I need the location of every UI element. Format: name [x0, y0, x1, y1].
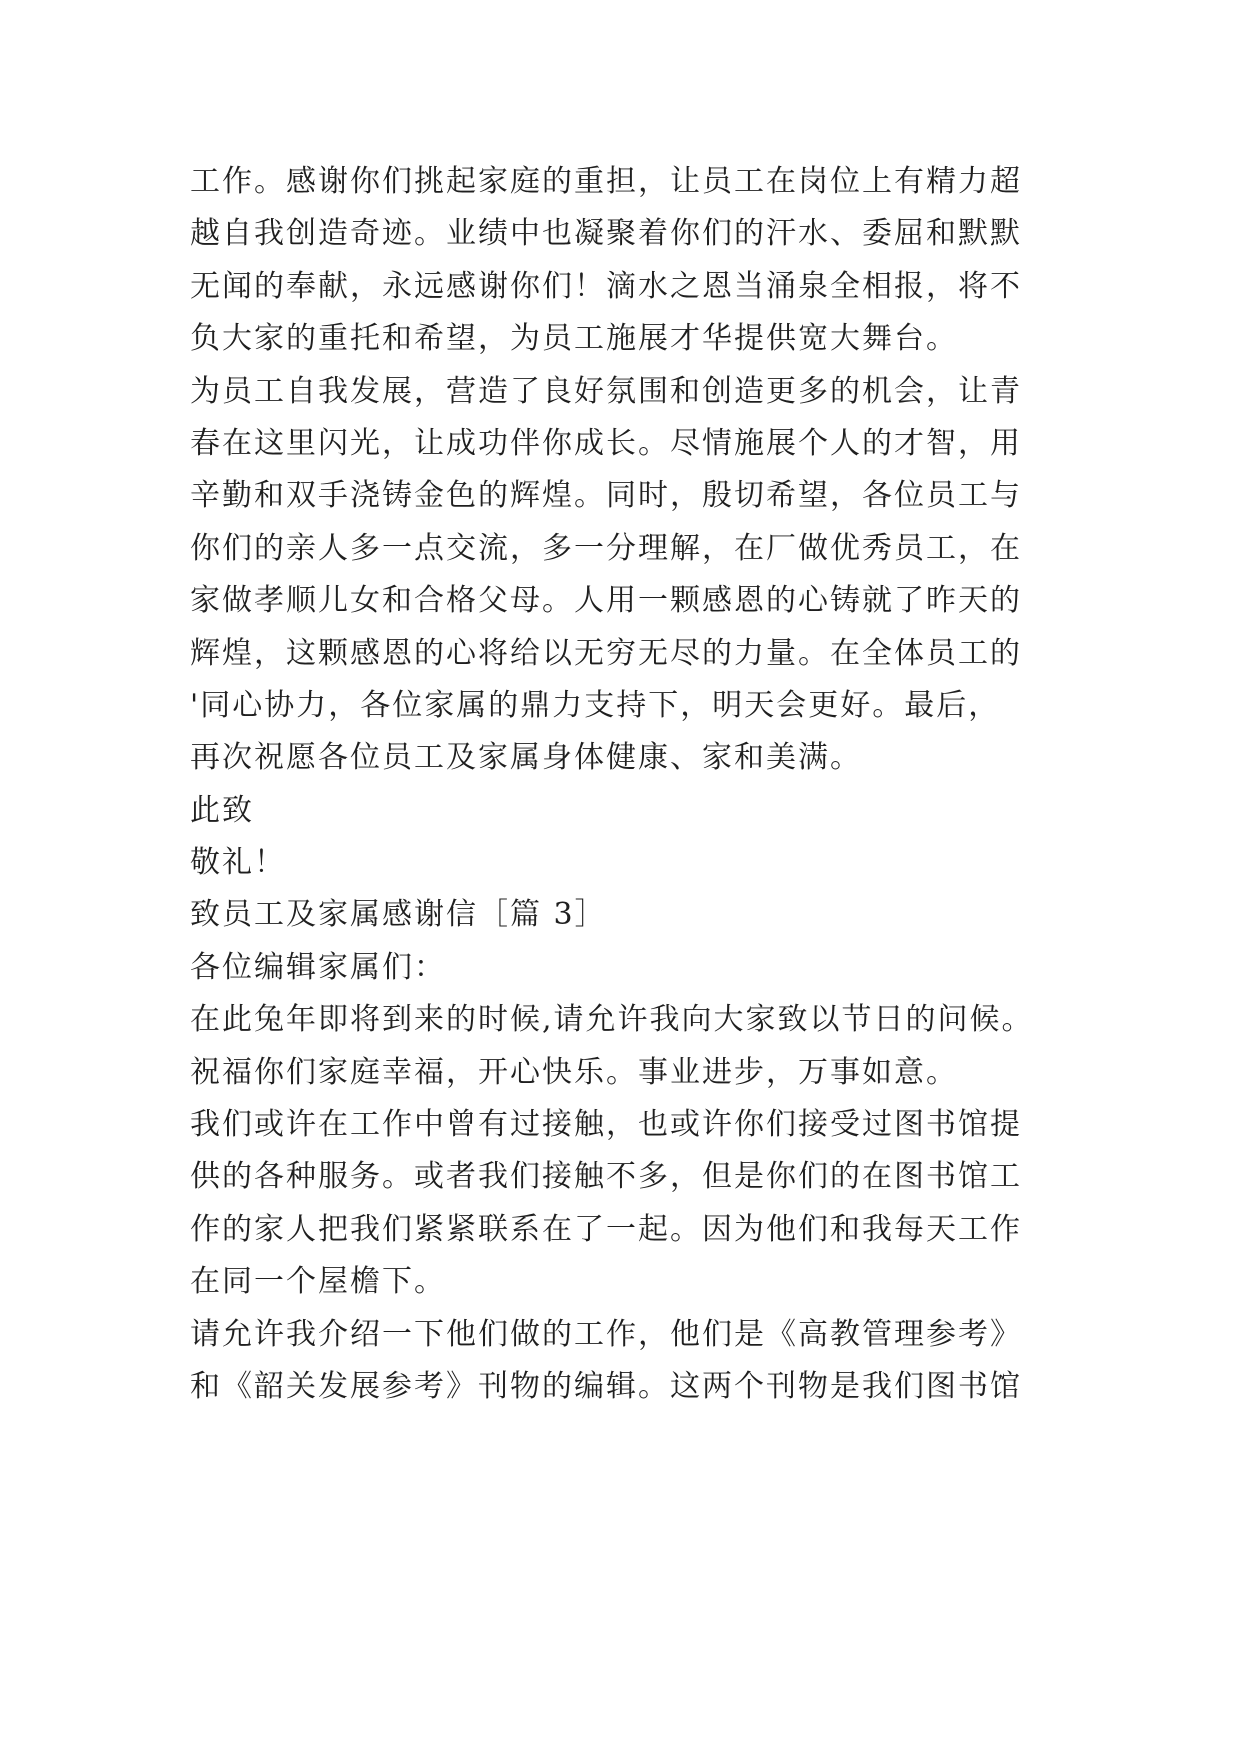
- text-line: 在此兔年即将到来的时候,请允许我向大家致以节日的问候。: [190, 1002, 1034, 1038]
- closing-line: 敬礼！: [190, 845, 286, 881]
- text-line: 为员工自我发展，营造了良好氛围和创造更多的机会，让青: [190, 373, 1022, 409]
- text-line: 再次祝愿各位员工及家属身体健康、家和美满。: [190, 740, 862, 776]
- text-line: '同心协力，各位家属的鼎力支持下，明天会更好。最后，: [190, 687, 1001, 723]
- text-line: 无闻的奉献，永远感谢你们！滴水之恩当涌泉全相报，将不: [190, 268, 1022, 304]
- text-line: 供的各种服务。或者我们接触不多，但是你们的在图书馆工: [190, 1159, 1022, 1195]
- text-line: 家做孝顺儿女和合格父母。人用一颗感恩的心铸就了昨天的: [190, 583, 1022, 619]
- text-line: 我们或许在工作中曾有过接触，也或许你们接受过图书馆提: [190, 1107, 1022, 1143]
- document-body: [190, 156, 1090, 1413]
- text-line: 辛勤和双手浇铸金色的辉煌。同时，殷切希望，各位员工与: [190, 478, 1022, 514]
- text-line: 和《韶关发展参考》刊物的编辑。这两个刊物是我们图书馆: [190, 1368, 1022, 1404]
- text-line: 你们的亲人多一点交流，多一分理解，在厂做优秀员工，在: [190, 530, 1022, 566]
- text-line: 负大家的重托和希望，为员工施展才华提供宽大舞台。: [190, 321, 958, 357]
- closing-line: 此致: [190, 792, 254, 828]
- text-line: 作的家人把我们紧紧联系在了一起。因为他们和我每天工作: [190, 1211, 1022, 1247]
- text-line: 祝福你们家庭幸福，开心快乐。事业进步，万事如意。: [190, 1054, 958, 1090]
- text-line: 请允许我介绍一下他们做的工作，他们是《高教管理参考》: [190, 1316, 1022, 1352]
- text-line: 越自我创造奇迹。业绩中也凝聚着你们的汗水、委屈和默默: [190, 216, 1022, 252]
- salutation: 各位编辑家属们：: [190, 949, 446, 985]
- text-line: 工作。感谢你们挑起家庭的重担，让员工在岗位上有精力超: [190, 164, 1022, 199]
- section-title: 致员工及家属感谢信［篇 3］: [190, 897, 607, 933]
- text-line: 在同一个屋檐下。: [190, 1264, 446, 1300]
- text-line: 辉煌，这颗感恩的心将给以无穷无尽的力量。在全体员工的: [190, 635, 1022, 671]
- text-line: 春在这里闪光，让成功伴你成长。尽情施展个人的才智，用: [190, 425, 1022, 461]
